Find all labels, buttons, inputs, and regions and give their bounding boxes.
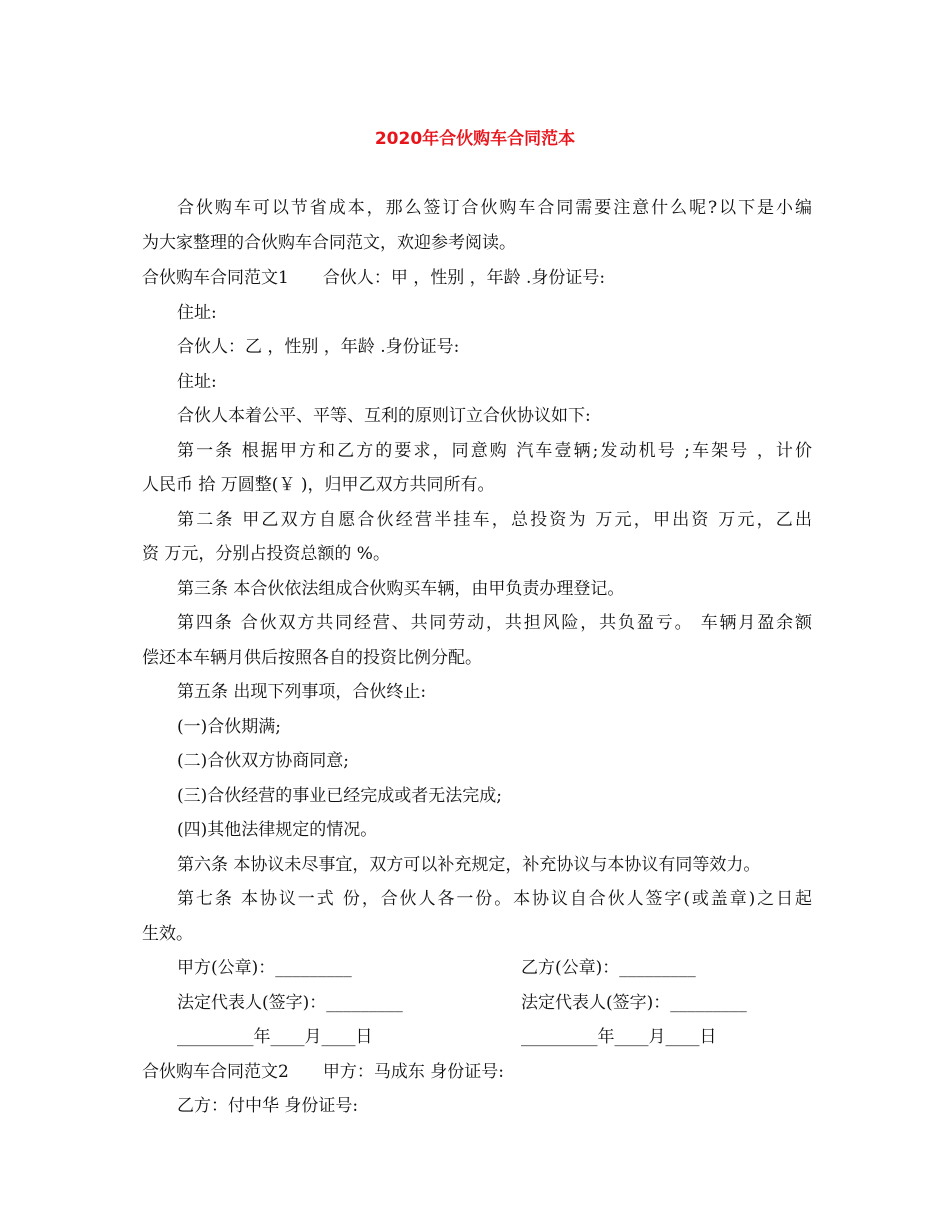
document-title: 2020年合伙购车合同范本 <box>374 129 576 149</box>
party-a-seal: 甲方(公章)：_________ <box>177 958 352 978</box>
article-3: 第三条 本合伙依法组成合伙购买车辆，由甲负责办理登记。 <box>177 579 625 599</box>
termination-item-2: (二)合伙双方协商同意; <box>177 751 349 771</box>
representative-a: 法定代表人(签字)：_________ <box>177 993 403 1013</box>
article-4-cont: 偿还本车辆月供后按照各自的投资比例分配。 <box>142 648 482 668</box>
date-a: _________年____月____日 <box>177 1027 373 1047</box>
termination-item-4: (四)其他法律规定的情况。 <box>177 820 378 840</box>
intro-paragraph: 合伙购车可以节省成本，那么签订合伙购车合同需要注意什么呢?以下是小编 <box>177 198 812 218</box>
article-2-cont: 资 万元，分别占投资总额的 %。 <box>142 544 390 564</box>
date-b: _________年____月____日 <box>521 1027 717 1047</box>
article-5: 第五条 出现下列事项，合伙终止: <box>177 682 427 702</box>
address-a: 住址: <box>177 303 217 323</box>
principle-statement: 合伙人本着公平、平等、互利的原则订立合伙协议如下: <box>177 406 591 426</box>
representative-b: 法定代表人(签字)：_________ <box>521 993 747 1013</box>
termination-item-3: (三)合伙经营的事业已经完成或者无法完成; <box>177 786 502 806</box>
address-b: 住址: <box>177 372 217 392</box>
sample2-party-b: 乙方：付中华 身份证号: <box>177 1096 359 1116</box>
party-b-seal: 乙方(公章)：_________ <box>521 958 696 978</box>
article-4: 第四条 合伙双方共同经营、共同劳动，共担风险，共负盈亏。 车辆月盈余额 <box>177 613 812 633</box>
article-1-cont: 人民币 拾 万圆整(￥ )，归甲乙双方共同所有。 <box>142 475 495 495</box>
termination-item-1: (一)合伙期满; <box>177 717 281 737</box>
sample2-heading: 合伙购车合同范文2 甲方：马成东 身份证号: <box>142 1062 504 1082</box>
article-7: 第七条 本协议一式 份，合伙人各一份。本协议自合伙人签字(或盖章)之日起 <box>177 889 812 909</box>
sample1-heading: 合伙购车合同范文1 合伙人：甲 ，性别 ，年龄 .身份证号: <box>142 268 606 288</box>
article-2: 第二条 甲乙双方自愿合伙经营半挂车，总投资为 万元，甲出资 万元，乙出 <box>177 510 812 530</box>
article-6: 第六条 本协议未尽事宜，双方可以补充规定，补充协议与本协议有同等效力。 <box>177 855 761 875</box>
article-7-cont: 生效。 <box>142 924 193 944</box>
intro-paragraph-cont: 为大家整理的合伙购车合同范文，欢迎参考阅读。 <box>142 233 516 253</box>
partner-b: 合伙人：乙 ，性别 ，年龄 .身份证号: <box>177 337 460 357</box>
article-1: 第一条 根据甲方和乙方的要求，同意购 汽车壹辆;发动机号 ;车架号 ，计价 <box>177 441 812 461</box>
